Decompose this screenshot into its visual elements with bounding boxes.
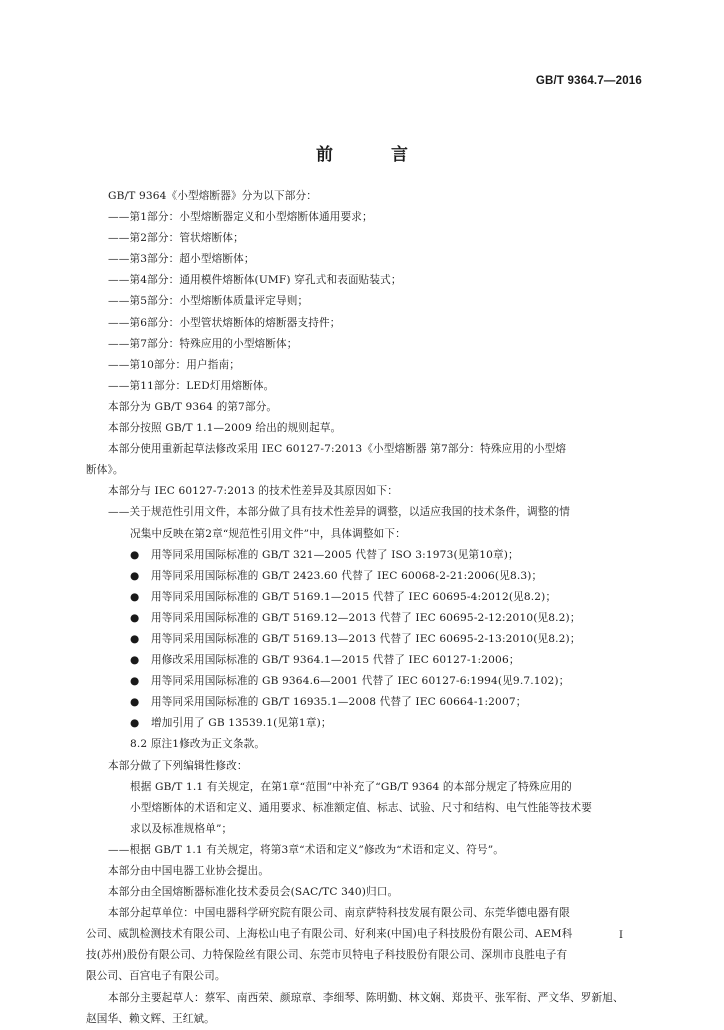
bullet-text: 用等同采用国际标准的 GB/T 5169.12—2013 代替了 IEC 60695-2-12:2010(见8.2)； [151,611,581,624]
text-line: 况集中反映在第2章“规范性引用文件”中，具体调整如下： [130,527,406,540]
text-line: ——第5部分：小型熔断体质量评定导则； [108,295,309,308]
bullet-item [86,545,646,566]
bullet-item [86,566,646,587]
text-line: 赵国华、赖文辉、王红斌。 [86,1012,215,1025]
text-line: 技(苏州)股份有限公司、力特保险丝有限公司、东莞市贝特电子科技股份有限公司、深圳市良胜电子有 [86,949,568,962]
bullet-item [86,629,646,650]
foreword-body [86,186,646,1030]
text-line: 本部分按照 GB/T 1.1—2009 给出的规则起草。 [108,422,342,435]
bullet-icon: ● [130,611,140,624]
text-line: 本部分使用重新起草法修改采用 IEC 60127-7:2013《小型熔断器 第7部分：特殊应用的小型熔 [108,443,567,456]
text-line: 公司、威凯检测技术有限公司、上海松山电子有限公司、好利来(中国)电子科技股份有限公司、AEM科 [86,928,573,941]
bullet-item [86,692,646,713]
text-line: 本部分为 GB/T 9364 的第7部分。 [108,400,278,413]
bullet-text: 用等同采用国际标准的 GB 9364.6—2001 代替了 IEC 60127-6:1994(见9.7.102)； [151,675,570,688]
standard-code: GB/T 9364.7—2016 [535,75,642,87]
text-line: 本部分由全国熔断器标准化技术委员会(SAC/TC 340)归口。 [108,886,399,899]
text-line: ——第6部分：小型管状熔断体的熔断器支持件； [108,316,341,329]
text-line: 求以及标准规格单”； [130,822,233,835]
text-line: 限公司、百宫电子有限公司。 [86,970,226,983]
bullet-text: 用等同采用国际标准的 GB/T 2423.60 代替了 IEC 60068-2-21:2006(见8.3)； [151,569,543,582]
page-title: 前 言 [316,145,434,165]
text-line: 本部分与 IEC 60127-7:2013 的技术性差异及其原因如下： [108,485,399,498]
text-line: ——第4部分：通用模件熔断体(UMF) 穿孔式和表面贴装式； [108,274,402,287]
bullet-icon: ● [130,654,140,667]
text-line: 本部分起草单位：中国电器科学研究院有限公司、南京萨特科技发展有限公司、东莞华德电器有限 [108,907,570,920]
text-line: ——第2部分：管状熔断体； [108,232,244,245]
text-line: ——第11部分：LED灯用熔断体。 [108,379,275,392]
text-line: ——第10部分：用户指南； [108,358,240,371]
bullet-text: 用修改采用国际标准的 GB/T 9364.1—2015 代替了 IEC 60127-1:2006； [151,654,520,667]
text-line: 小型熔断体的术语和定义、通用要求、标准额定值、标志、试验、尺寸和结构、电气性能等技术要 [130,801,592,814]
text-line: ——第7部分：特殊应用的小型熔断体； [108,337,298,350]
bullet-text: 用等同采用国际标准的 GB/T 16935.1—2008 代替了 IEC 60664-1:2007； [151,696,527,709]
bullet-icon: ● [130,590,140,603]
bullet-icon: ● [130,632,140,645]
text-line: 本部分做了下列编辑性修改： [108,759,248,772]
bullet-item [86,587,646,608]
bullet-icon: ● [130,569,140,582]
text-line: 断体》。 [86,464,124,477]
text-line: 8.2 原注1修改为正文条款。 [130,738,266,751]
bullet-icon: ● [130,548,140,561]
bullet-item [86,713,646,734]
bullet-item [86,650,646,671]
text-line: ——第1部分：小型熔断器定义和小型熔断体通用要求； [108,211,373,224]
bullet-item [86,608,646,629]
bullet-text: 用等同采用国际标准的 GB/T 321—2005 代替了 ISO 3:1973(见第10章)； [151,548,519,561]
text-line: 本部分由中国电器工业协会提出。 [108,865,270,877]
bullet-icon: ● [130,696,140,709]
text-line: 本部分主要起草人：蔡军、南西荣、颜琼章、李细琴、陈明勤、林文娴、郑贵平、张军衔、严文华、罗新旭、 [108,991,624,1004]
text-line: ——第3部分：超小型熔断体； [108,253,255,266]
bullet-text: 用等同采用国际标准的 GB/T 5169.13—2013 代替了 IEC 60695-2-13:2010(见8.2)； [151,632,581,645]
text-line: GB/T 9364《小型熔断器》分为以下部分： [108,190,317,202]
text-line: ——关于规范性引用文件，本部分做了具有技术性差异的调整，以适应我国的技术条件，调整的情 [108,506,570,519]
page-number: I [619,930,623,941]
bullet-icon: ● [130,717,140,730]
text-line: 根据 GB/T 1.1 有关规定，在第1章“范围”中补充了“GB/T 9364 的本部分规定了特殊应用的 [130,780,572,793]
bullet-item [86,671,646,692]
bullet-text: 增加引用了 GB 13539.1(见第1章)； [151,717,332,730]
bullet-text: 用等同采用国际标准的 GB/T 5169.1—2015 代替了 IEC 60695-4:2012(见8.2)； [151,590,557,603]
bullet-icon: ● [130,675,140,688]
text-line: ——根据 GB/T 1.1 有关规定，将第3章“术语和定义”修改为“术语和定义、符号”。 [108,843,505,856]
